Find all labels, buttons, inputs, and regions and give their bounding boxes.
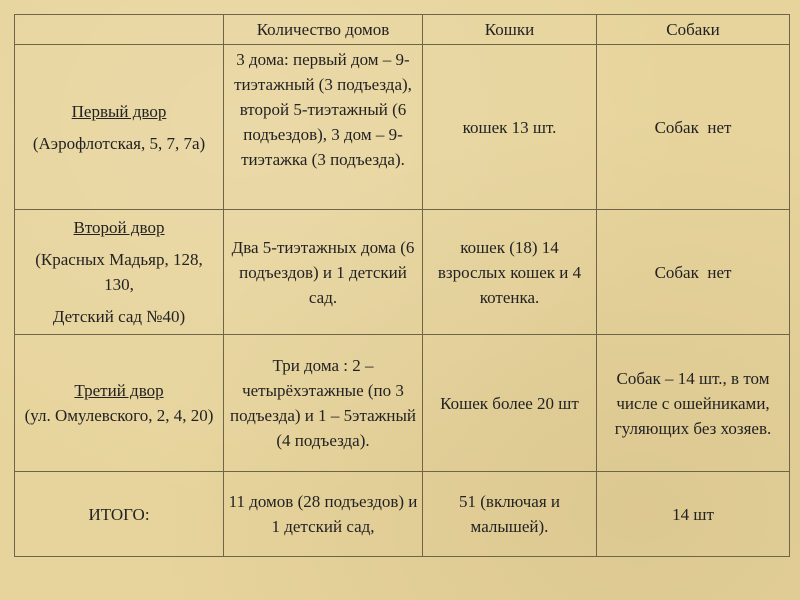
yard-cell xyxy=(15,45,224,210)
dogs-cell: 14 шт xyxy=(597,472,790,557)
houses-cell: Два 5-тиэтажных дома (6 подъездов) и 1 детский сад. xyxy=(224,210,423,335)
header-row xyxy=(15,15,790,45)
header-cats: Кошки xyxy=(423,15,597,45)
table-row xyxy=(15,472,790,557)
yards-table-container xyxy=(14,14,789,556)
table-row xyxy=(15,45,790,210)
dogs-cell: Собак – 14 шт., в том числе с ошейниками, гуляющих без хозяев. xyxy=(597,335,790,472)
cats-cell: кошек (18) 14 взрослых кошек и 4 котенка. xyxy=(423,210,597,335)
yard-name: Первый двор xyxy=(71,101,167,121)
yard-cell xyxy=(15,210,224,335)
cats-cell: Кошек более 20 шт xyxy=(423,335,597,472)
houses-cell: Три дома : 2 – четырёхэтажные (по 3 подъезда) и 1 – 5этажный (4 подъезда). xyxy=(224,335,423,472)
yard-name: Второй двор xyxy=(73,218,165,237)
yards-table xyxy=(14,14,790,557)
table-row xyxy=(15,210,790,335)
houses-cell: 11 домов (28 подъездов) и 1 детский сад, xyxy=(224,472,423,557)
cats-cell: 51 (включая и малышей). xyxy=(423,472,597,557)
dogs-cell: Собак нет xyxy=(597,45,790,210)
yard-cell xyxy=(15,335,224,472)
header-dogs: Собаки xyxy=(597,15,790,45)
yard-name: Третий двор xyxy=(74,381,164,400)
header-empty xyxy=(15,15,224,45)
total-label: ИТОГО: xyxy=(15,472,224,557)
yard-address: (ул. Омулевского, 2, 4, 20) xyxy=(24,406,214,425)
houses-cell: 3 дома: первый дом – 9-тиэтажный (3 подъезда), второй 5-тиэтажный (6 подъездов), 3 дом – 9-тиэтажка (3 подъезда). xyxy=(224,45,423,210)
header-houses: Количество домов xyxy=(224,15,423,45)
yard-address: (Красных Мадьяр, 128, 130, xyxy=(35,250,203,294)
yard-address: (Аэрофлотская, 5, 7, 7а) xyxy=(32,133,206,153)
table-row xyxy=(15,335,790,472)
cats-cell: кошек 13 шт. xyxy=(423,45,597,210)
dogs-cell: Собак нет xyxy=(597,210,790,335)
yard-address-extra: Детский сад №40) xyxy=(52,307,186,326)
